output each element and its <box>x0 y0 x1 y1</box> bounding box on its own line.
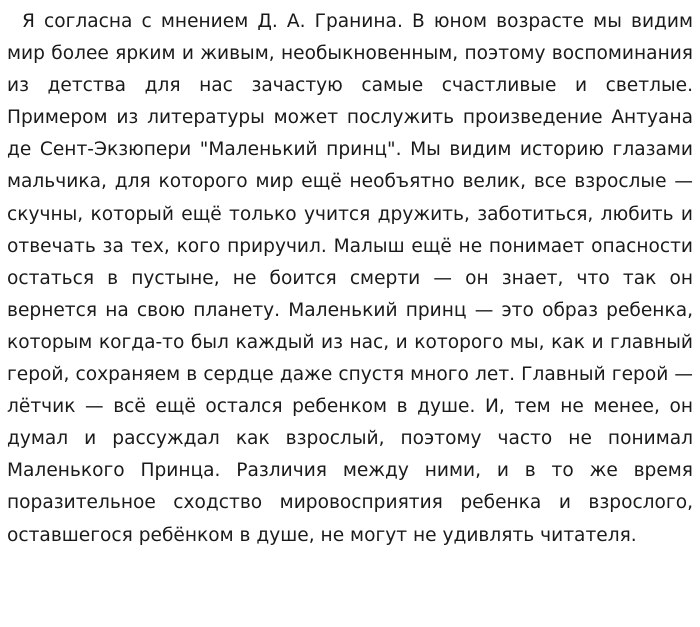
essay-paragraph: Я согласна с мнением Д. А. Гранина. В юном возрасте мы видим мир более ярким и живым, необыкновенным, поэтому воспоминания из детства для нас зачастую самые счастливые и светлые. Примером из литературы может послужить произведение Антуана де Сент-Экзюпери "Маленький принц". Мы видим историю глазами мальчика, для которого мир ещё необъятно велик, все взрослые — скучны, который ещё только учится дружить, заботиться, любить и отвечать за тех, кого приручил. Малыш ещё не понимает опасности остаться в пустыне, не боится смерти — он знает, что так он вернется на свою планету. Маленький принц — это образ ребенка, которым когда-то был каждый из нас, и которого мы, как и главный герой, сохраняем в сердце даже спустя много лет. Главный герой — лётчик — всё ещё остался ребенком в душе. И, тем не менее, он думал и рассуждал как взрослый, поэтому часто не понимал Маленького Принца. Различия между ними, и в то же время поразительное сходство мировосприятия ребенка и взрослого, оставшегося ребёнком в душе, не могут не удивлять читателя. <box>7 11 693 546</box>
